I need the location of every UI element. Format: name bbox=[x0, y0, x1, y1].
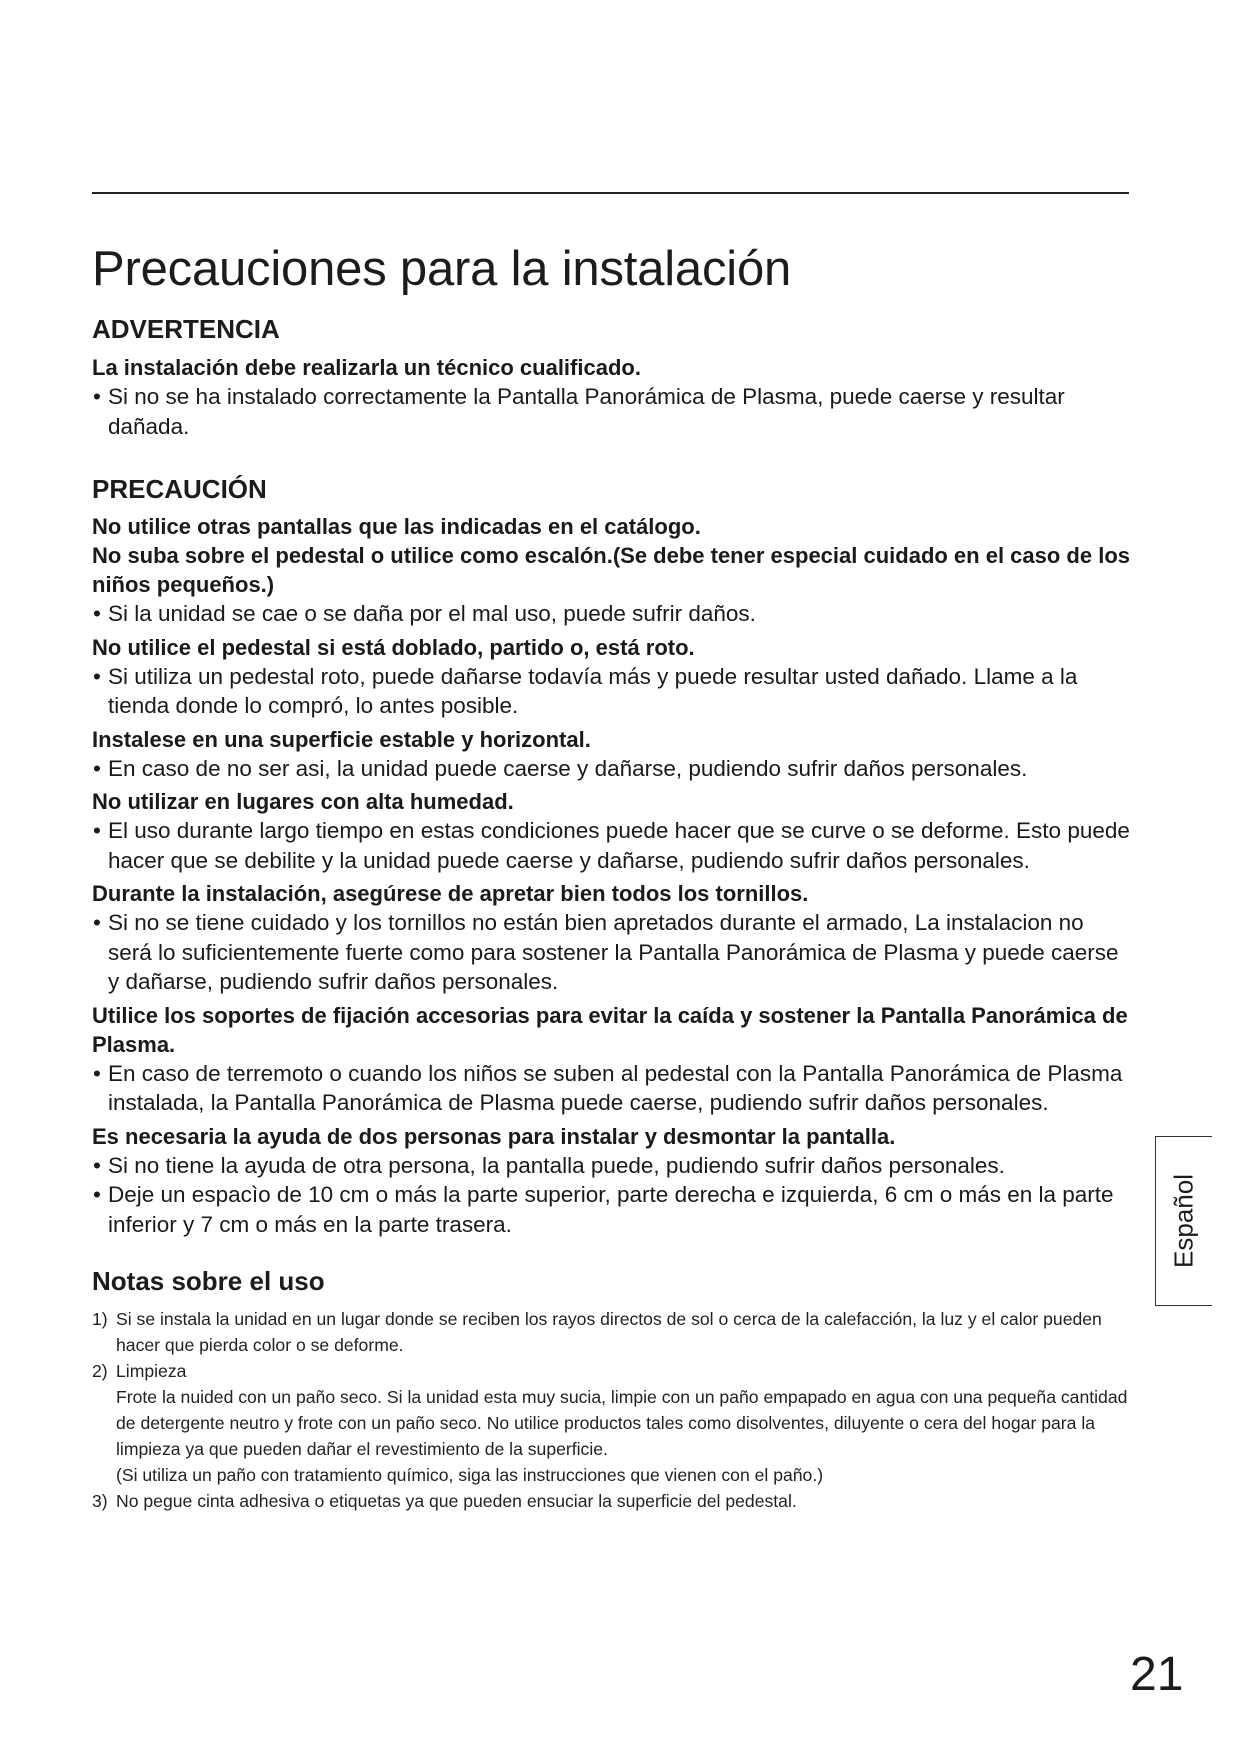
notes-heading: Notas sobre el uso bbox=[92, 1266, 325, 1296]
page-title: Precauciones para la instalación bbox=[92, 242, 792, 296]
note-item bbox=[92, 1306, 1132, 1358]
warning-bullet: • Si no se ha instalado correctamente la Pantalla Panorámica de Plasma, puede caerse y resultar dañada. bbox=[92, 382, 1132, 441]
caution-item bbox=[92, 633, 1132, 721]
caution-statement: No utilice otras pantallas que las indicadas en el catálogo. bbox=[92, 514, 701, 539]
caution-bullet: • En caso de no ser asi, la unidad puede caerse y dañarse, pudiendo sufrir daños personales. bbox=[92, 754, 1132, 784]
caution-item bbox=[92, 1001, 1132, 1118]
caution-item bbox=[92, 787, 1132, 875]
warning-block bbox=[92, 353, 1132, 441]
note-item bbox=[92, 1488, 1132, 1514]
caution-item bbox=[92, 725, 1132, 784]
note-number: 2) bbox=[92, 1361, 108, 1381]
caution-statement: Instalese en una superficie estable y horizontal. bbox=[92, 726, 591, 752]
caution-statement: No suba sobre el pedestal o utilice como escalón.(Se debe tener especial cuidado en el caso de los niños pequeños.) bbox=[92, 543, 1131, 597]
note-number: 3) bbox=[92, 1491, 108, 1511]
caution-item bbox=[92, 512, 1132, 629]
caution-statement: No utilice el pedestal si está doblado, partido o, está roto. bbox=[92, 634, 695, 660]
caution-item bbox=[92, 879, 1132, 997]
caution-statement: No utilizar en lugares con alta humedad. bbox=[92, 789, 514, 814]
language-tab-label: Español bbox=[1168, 1174, 1199, 1268]
language-tab bbox=[1155, 1136, 1212, 1306]
notes-list bbox=[92, 1306, 1132, 1514]
caution-bullet: • Si la unidad se cae o se daña por el mal uso, puede sufrir daños. bbox=[92, 599, 1132, 629]
note-number: 1) bbox=[92, 1309, 108, 1329]
warning-heading: ADVERTENCIA bbox=[92, 314, 280, 344]
caution-bullet: • Si no tiene la ayuda de otra persona, la pantalla puede, pudiendo sufrir daños personales. bbox=[92, 1151, 1132, 1181]
note-text: Si se instala la unidad en un lugar donde se reciben los rayos directos de sol o cerca de la calefacción, la luz y el calor pueden hacer que pierda color o se deforme. bbox=[116, 1309, 1102, 1355]
header-rule bbox=[92, 192, 1129, 194]
caution-statement: Utilice los soportes de fijación accesorias para evitar la caída y sostener la Pantalla Panorámica de Plasma. bbox=[92, 1002, 1128, 1057]
caution-bullet: • Deje un espacìo de 10 cm o más la parte superior, parte derecha e izquierda, 6 cm o más en la parte inferior y 7 cm o más en la parte trasera. bbox=[92, 1180, 1132, 1239]
note-text: No pegue cinta adhesiva o etiquetas ya que pueden ensuciar la superficie del pedestal. bbox=[116, 1491, 797, 1511]
caution-list bbox=[92, 512, 1132, 1239]
caution-statement: Es necesaria la ayuda de dos personas para instalar y desmontar la pantalla. bbox=[92, 1123, 896, 1149]
caution-heading: PRECAUCIÓN bbox=[92, 474, 267, 504]
page-content bbox=[92, 234, 1132, 1514]
caution-statement: Durante la instalación, asegúrese de apretar bien todos los tornillos. bbox=[92, 881, 809, 906]
note-item bbox=[92, 1358, 1132, 1488]
note-text: (Si utiliza un paño con tratamiento químico, siga las instrucciones que vienen con el paño.) bbox=[116, 1465, 824, 1485]
caution-item bbox=[92, 1122, 1132, 1240]
caution-bullet: • El uso durante largo tiempo en estas condiciones puede hacer que se curve o se deforme. Esto puede hacer que se debilite y la unidad puede caerse y dañarse, pudiendo sufrir daños personales. bbox=[92, 816, 1132, 875]
warning-statement: La instalación debe realizarla un técnico cualificado. bbox=[92, 355, 641, 380]
note-subheading: Limpieza bbox=[116, 1361, 187, 1381]
caution-bullet: • Si no se tiene cuidado y los tornillos no están bien apretados durante el armado, La instalacion no será lo suficientemente fuerte como para sostener la Pantalla Panorámica de Plasma y puede caerse y dañarse, pudiendo sufrir daños personales. bbox=[92, 908, 1132, 997]
page-number: 21 bbox=[1130, 1648, 1184, 1701]
caution-bullet: • Si utiliza un pedestal roto, puede dañarse todavía más y puede resultar usted dañado. Llame a la tienda donde lo compró, lo antes posible. bbox=[92, 662, 1132, 721]
note-text: Frote la nuided con un paño seco. Si la unidad esta muy sucia, limpie con un paño empapado en agua con una pequeña cantidad de detergente neutro y frote con un paño seco. No utilice productos tales como disolventes, diluyente o cera del hogar para la limpieza ya que pueden dañar el revestimiento de la superficie. bbox=[116, 1387, 1128, 1459]
caution-bullet: • En caso de terremoto o cuando los niños se suben al pedestal con la Pantalla Panorámica de Plasma instalada, la Pantalla Panorámica de Plasma puede caerse, pudiendo sufrir daños personales. bbox=[92, 1059, 1132, 1118]
